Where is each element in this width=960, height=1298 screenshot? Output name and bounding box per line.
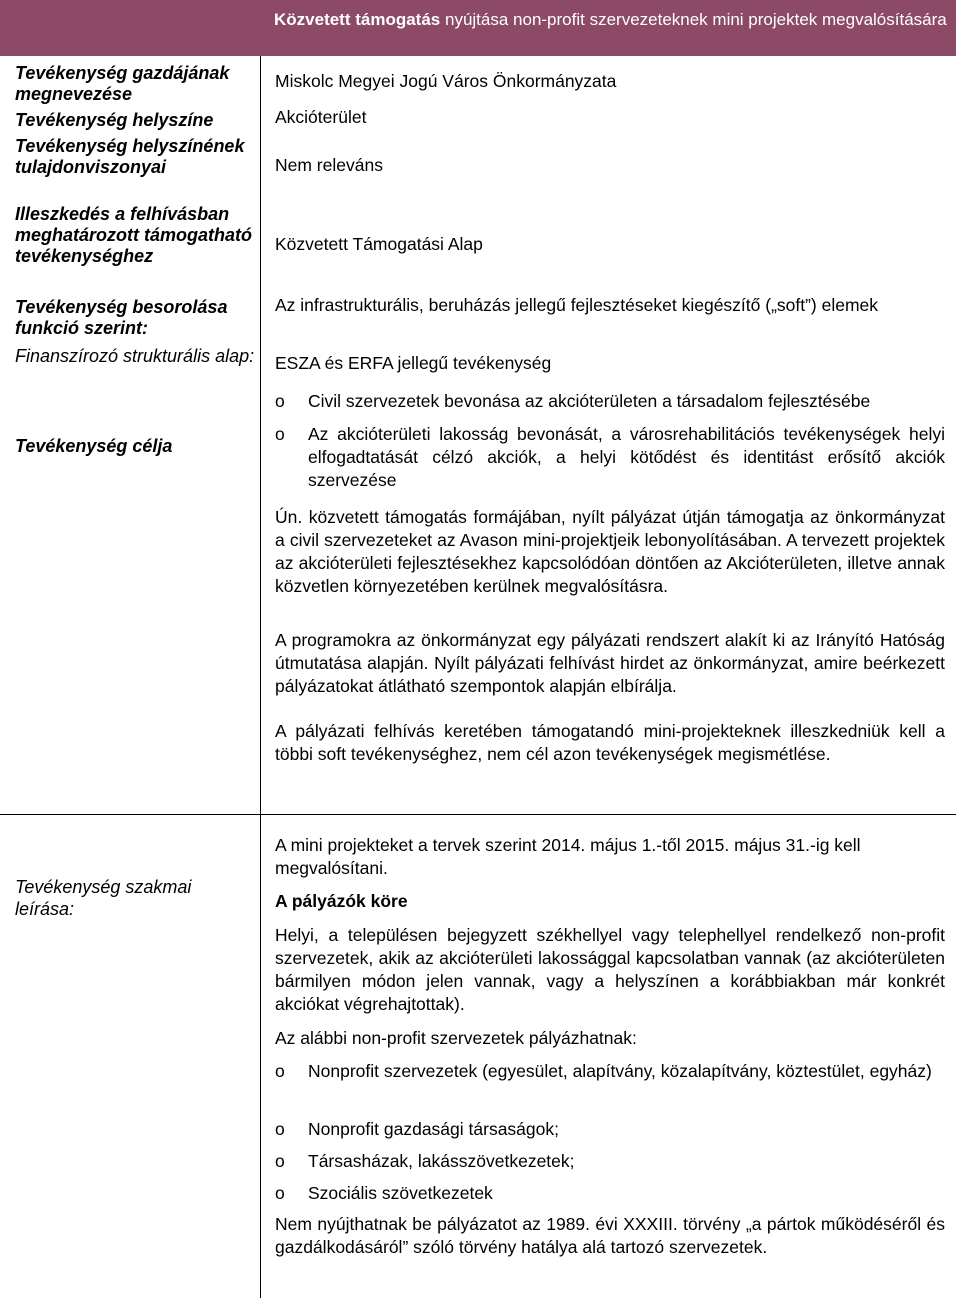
paragraph-programok: A programokra az önkormányzat egy pályázati rendszert alakít ki az Irányító Hatóság útmutatása alapján. Nyílt pályázati felhívást hirdet az önkormányzat, amire beérkezett pályázatokat átlátható szempontok alapján elbírálja.: [275, 630, 945, 696]
paragraph-kozvetett: Ún. közvetett támogatás formájában, nyílt pályázat útján támogatja az önkormányzat a civil szervezeteket az Avason mini-projektjeik lebonyolításában. A tervezett projektek az akcióterületi fejlesztésekhez kapcsolódóan döntően az Akcióterületen, illetve annak közvetlen környezetében kerülnek megvalósításra.: [275, 507, 945, 596]
paragraph-kizaras: Nem nyújthatnak be pályázatot az 1989. évi XXXIII. törvény „a pártok működéséről és gazdálkodásáról” szóló törvény hatálya alá tartozó szervezetek.: [275, 1214, 945, 1257]
label-celja: Tevékenység célja: [15, 436, 173, 456]
label-gazda: Tevékenység gazdájának megnevezése: [15, 63, 230, 104]
bullet-marker: o: [275, 391, 285, 411]
paragraph-nonprofit-intro: Az alábbi non-profit szervezetek pályázhatnak:: [275, 1028, 637, 1048]
bullet-marker: o: [275, 1061, 285, 1081]
label-helyszin: Tevékenység helyszíne: [15, 110, 214, 130]
label-illeszkedes: Illeszkedés a felhívásban meghatározott támogatható tevékenységhez: [15, 204, 253, 266]
list-item: Nonprofit gazdasági társaságok;: [308, 1119, 559, 1139]
section-heading: A pályázók köre: [275, 891, 408, 911]
table-title-bold: Közvetett támogatás: [274, 10, 441, 29]
label-finanszirozo: Finanszírozó strukturális alap:: [15, 346, 255, 366]
bullet-marker: o: [275, 1119, 285, 1139]
value-tulajdon: Nem releváns: [275, 155, 383, 175]
value-finanszirozo: ESZA és ERFA jellegű tevékenység: [275, 353, 552, 373]
value-illeszkedes: Közvetett Támogatási Alap: [275, 234, 483, 254]
bullet-marker: o: [275, 424, 285, 444]
column-divider-bottom: [260, 814, 261, 1298]
bullet-marker: o: [275, 1183, 285, 1203]
list-item: Szociális szövetkezetek: [308, 1183, 493, 1203]
list-item: Az akcióterületi lakosság bevonását, a városrehabilitációs tevékenységek helyi elfogadtatását célzó akciók, a helyi kötődést és identitást erősítő akciók szervezése: [308, 424, 945, 490]
value-besorolas: Az infrastrukturális, beruházás jellegű fejlesztéseket kiegészítő („soft”) elemek: [275, 295, 879, 315]
row-divider: [0, 814, 956, 815]
list-item: Civil szervezetek bevonása az akcióterületen a társadalom fejlesztésébe: [308, 391, 871, 411]
list-item: Társasházak, lakásszövetkezetek;: [308, 1151, 575, 1171]
value-gazda: Miskolc Megyei Jogú Város Önkormányzata: [275, 71, 617, 91]
value-helyszin: Akcióterület: [275, 107, 367, 127]
list-item: Nonprofit szervezetek (egyesület, alapítvány, közalapítvány, köztestület, egyház): [308, 1061, 932, 1081]
table-title-rest: nyújtása non-profit szervezeteknek mini projektek megvalósítására: [440, 10, 947, 29]
paragraph-hatarido: A mini projekteket a tervek szerint 2014. május 1.-től 2015. május 31.-ig kell megvalósítani.: [275, 835, 861, 878]
table-title: [274, 8, 950, 31]
label-tulajdon: Tevékenység helyszínének tulajdonviszonyai: [15, 136, 245, 177]
label-besorolas: Tevékenység besorolása funkció szerint:: [15, 297, 228, 338]
label-szakmai: Tevékenység szakmai leírása:: [15, 877, 192, 919]
bullet-marker: o: [275, 1151, 285, 1171]
paragraph-palyazok: Helyi, a településen bejegyzett székhellyel vagy telephellyel rendelkező non-profit szervezetek, akik az akcióterületi lakossággal kapcsolatban vannak (az akcióterületen bármilyen módon jelen vannak, vagy a helyszínen a korábbiakban már konkrét akciókat végrehajtottak).: [275, 925, 945, 1014]
paragraph-felhivas: A pályázati felhívás keretében támogatandó mini-projekteknek illeszkedniük kell a többi soft tevékenységhez, nem cél azon tevékenységek megismétlése.: [275, 721, 945, 764]
column-divider-top: [260, 56, 261, 814]
